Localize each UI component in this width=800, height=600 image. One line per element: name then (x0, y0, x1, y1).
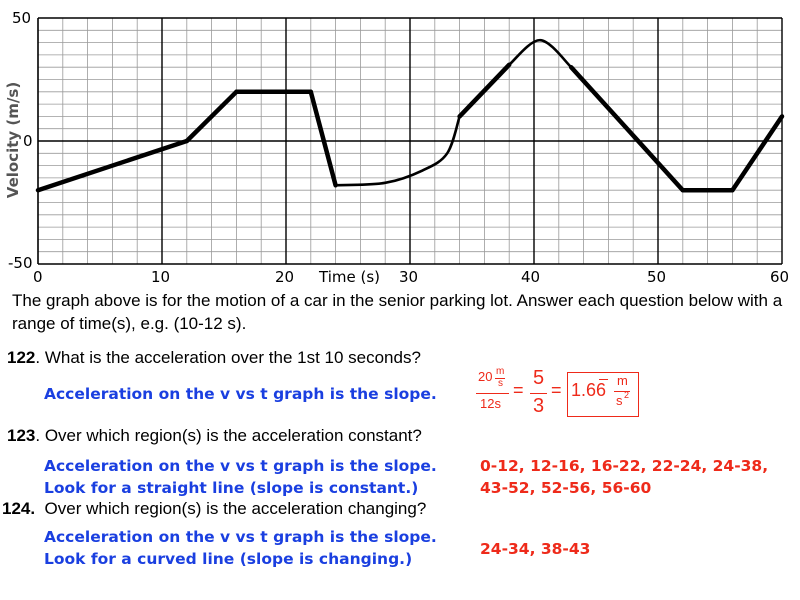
x-tick-label: 30 (399, 268, 419, 286)
result-unit-top: m (617, 373, 628, 388)
denominator: 12s (480, 396, 501, 411)
x-tick-label: 50 (647, 268, 667, 286)
question-text: Over which region(s) is the acceleration changing? (35, 499, 427, 518)
equals-sign: = (551, 380, 562, 400)
answer-text: 0-12, 12-16, 16-22, 22-24, 24-38, (480, 457, 769, 475)
question-number: 123 (7, 426, 36, 445)
result-value: 1.66 (571, 380, 607, 400)
question-number: 122 (7, 348, 36, 367)
velocity-time-graph (0, 0, 800, 290)
x-tick-label: 40 (521, 268, 541, 286)
question-122 (7, 348, 421, 368)
y-tick-label: 0 (23, 132, 33, 150)
x-tick-label: 10 (151, 268, 171, 286)
curve-segment-curved (509, 40, 571, 67)
y-tick-label: -50 (8, 254, 33, 272)
curve-segment-curved (336, 116, 460, 185)
fraction-bar (476, 393, 509, 394)
question-text: . Over which region(s) is the acceleration constant? (35, 426, 422, 445)
x-axis-label: Time (s) (319, 268, 380, 286)
hint-text: Acceleration on the v vs t graph is the slope. (44, 528, 437, 546)
fraction-denominator: 3 (533, 395, 545, 417)
question-number: 124. (2, 499, 36, 518)
x-tick-label: 60 (770, 268, 790, 286)
intro-text: The graph above is for the motion of a car in the senior parking lot. Answer each question below with a range of time(s), e.g. (10-12 s). (12, 291, 783, 333)
hint-text: Acceleration on the v vs t graph is the slope. (44, 385, 437, 403)
question-123 (7, 426, 422, 446)
equals-sign: = (513, 380, 524, 400)
hint-text: Acceleration on the v vs t graph is the slope. (44, 457, 437, 475)
answer-text: 43-52, 52-56, 56-60 (480, 479, 652, 497)
x-tick-label: 20 (275, 268, 295, 286)
x-tick-label: 0 (33, 268, 43, 286)
numerator-unit-top: m (496, 366, 505, 377)
curve-segment-straight (311, 92, 336, 185)
numerator-value: 20 (478, 369, 493, 384)
answer-text: 24-34, 38-43 (480, 540, 591, 558)
result-unit-exponent: 2 (624, 390, 630, 400)
result-unit-bottom: s (616, 393, 623, 408)
repeating-bar (599, 379, 608, 380)
fraction-numerator: 5 (533, 367, 545, 389)
question-text: . What is the acceleration over the 1st 10 seconds? (35, 348, 421, 367)
question-124 (2, 499, 426, 519)
numerator-unit-bottom: s (498, 378, 503, 389)
y-tick-label: 50 (12, 9, 32, 27)
hint-text: Look for a curved line (slope is changing.) (44, 550, 413, 568)
y-axis-label: Velocity (m/s) (4, 81, 22, 199)
hint-text: Look for a straight line (slope is constant.) (44, 479, 419, 497)
fraction-bar (530, 393, 547, 394)
